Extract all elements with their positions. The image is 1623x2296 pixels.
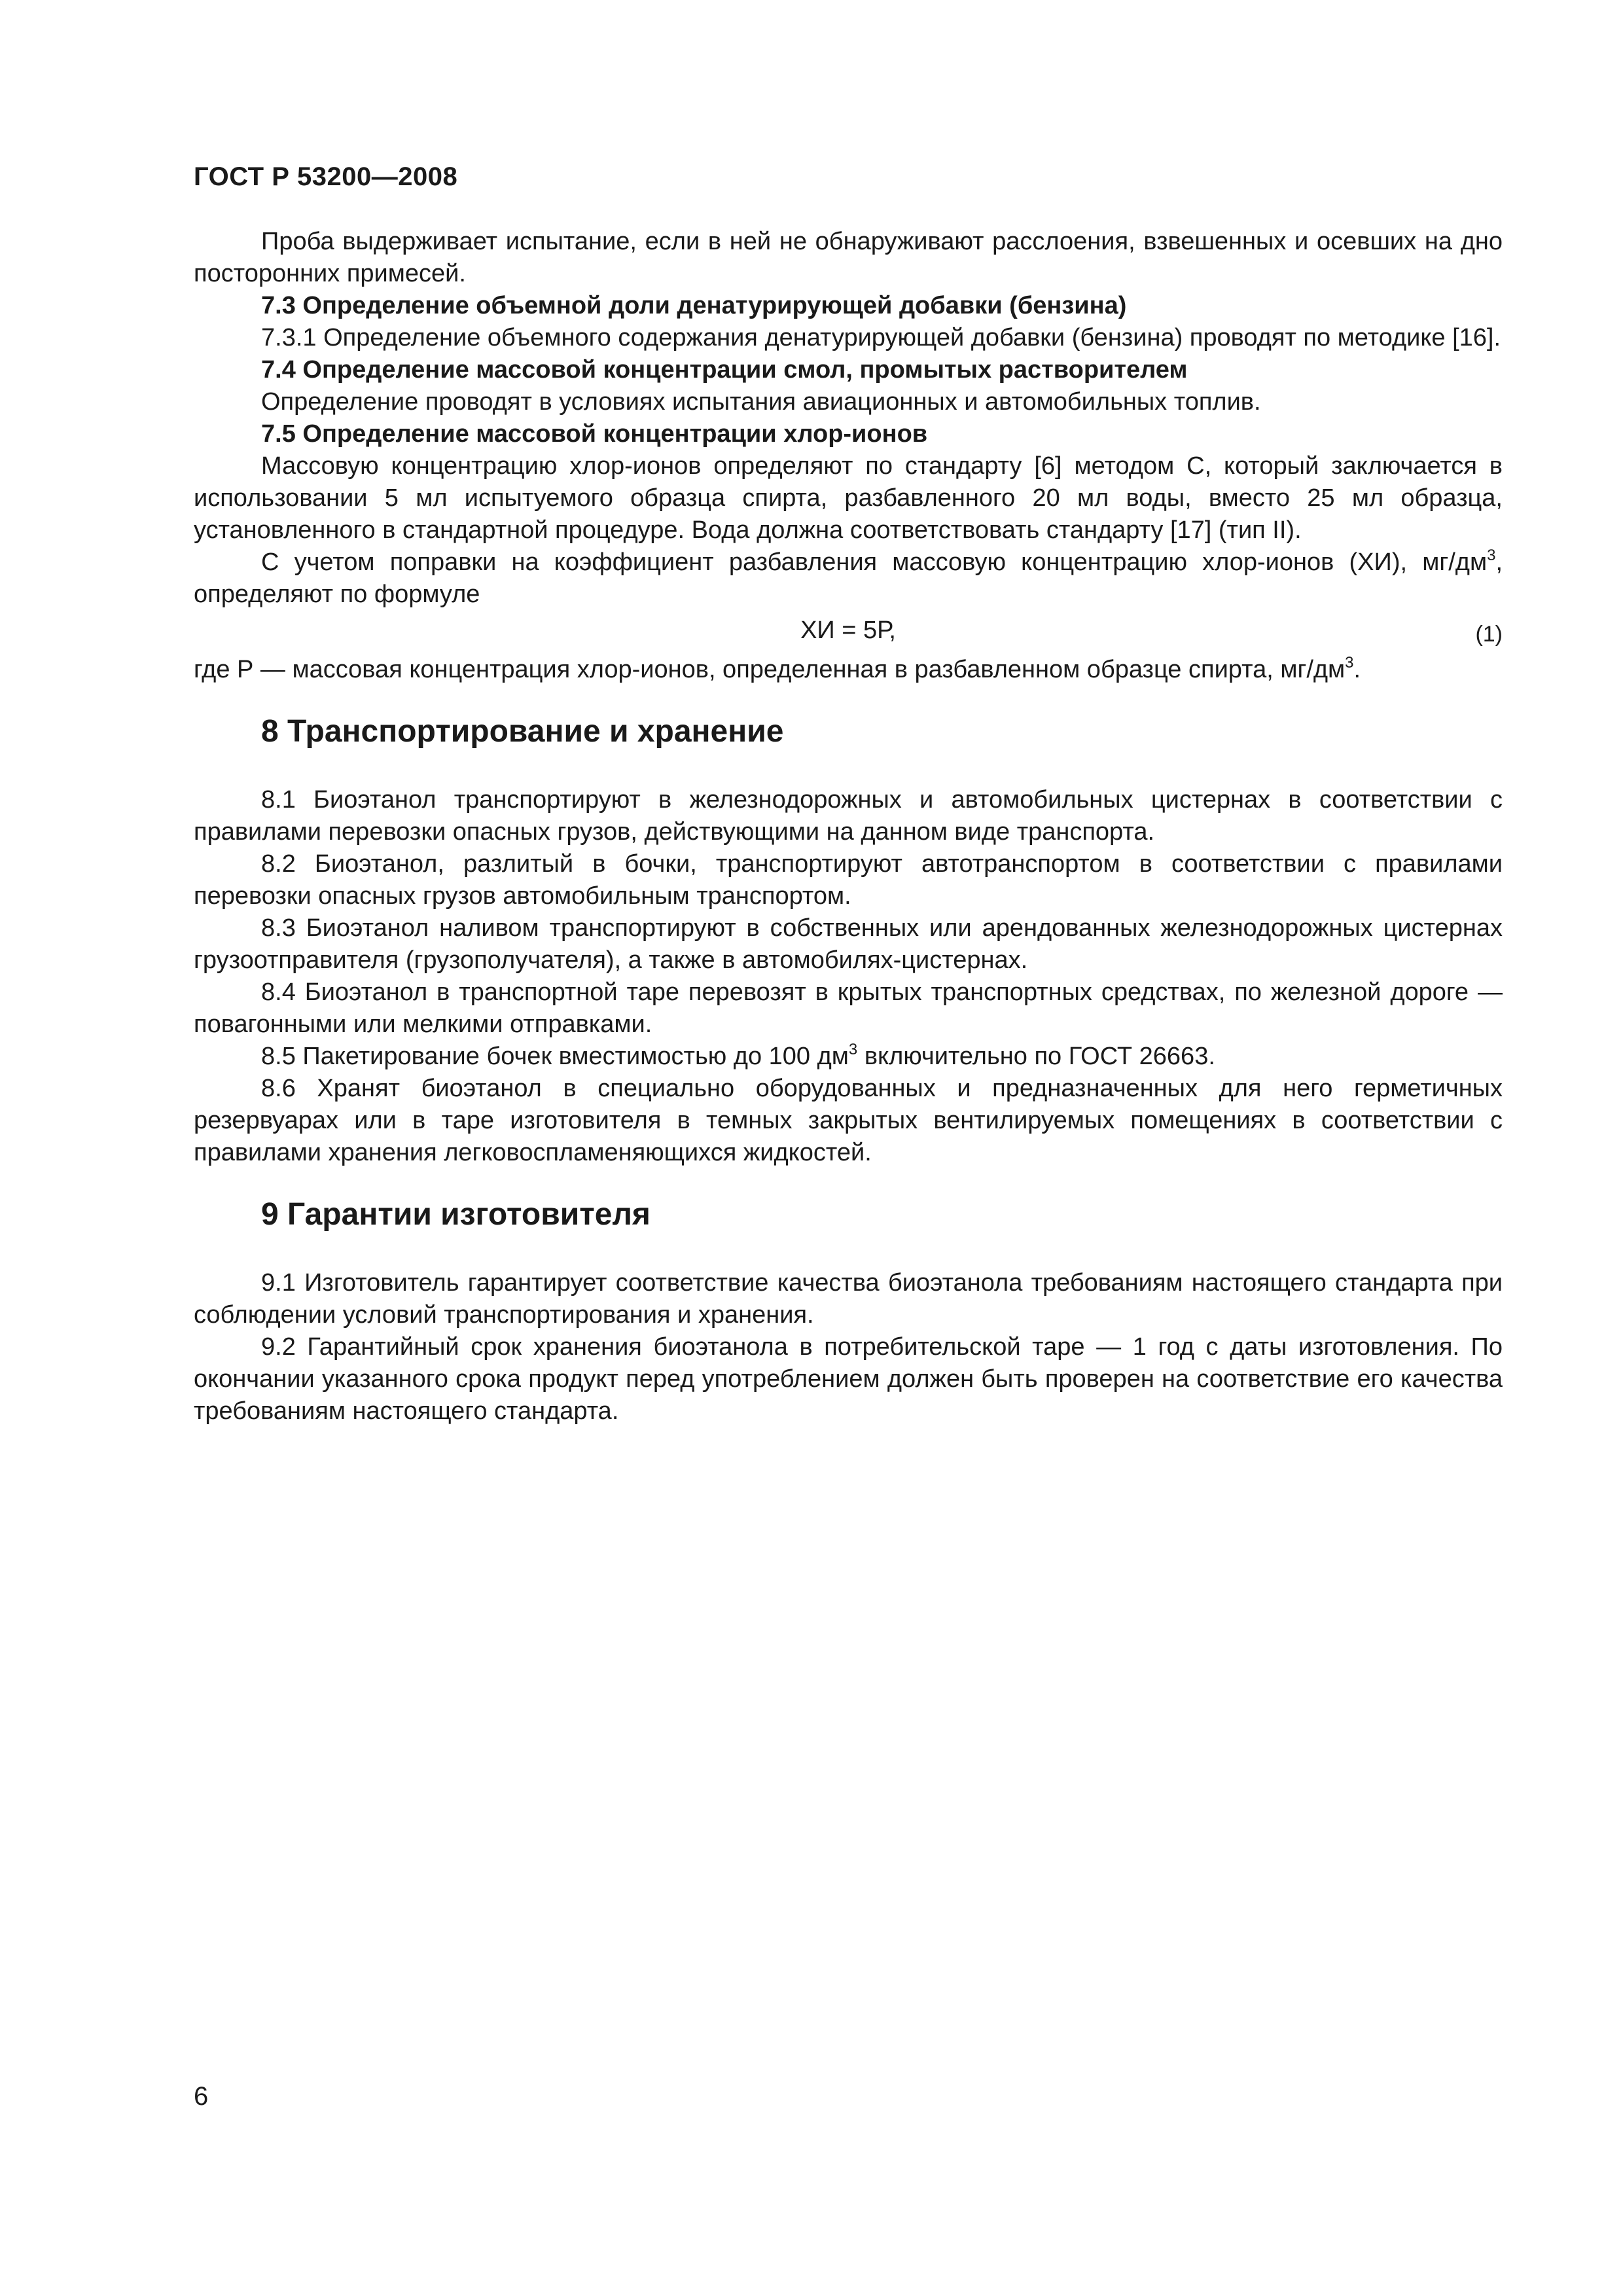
document-body <box>194 226 1503 1427</box>
paragraph-8-4: 8.4 Биоэтанол в транспортной таре перевозят в крытых транспортных средствах, по железной дороге — повагонными или мелкими отправками. <box>194 978 1503 1038</box>
paragraph-8-5 <box>194 1041 1503 1073</box>
paragraph-7-5-correction <box>194 547 1503 611</box>
superscript-3: 3 <box>1487 547 1496 564</box>
formula-number: (1) <box>1475 622 1503 647</box>
heading-7-4: 7.4 Определение массовой концентрации смол, промытых растворителем <box>261 356 1188 384</box>
document-header: ГОСТ Р 53200—2008 <box>194 162 458 191</box>
superscript-3: 3 <box>1345 654 1354 672</box>
correction-tail: , определяют по формуле <box>194 548 1503 608</box>
superscript-3: 3 <box>848 1041 858 1058</box>
formula-expression: ХИ = 5Р, <box>800 617 896 644</box>
paragraph-test-result: Проба выдерживает испытание, если в ней не обнаруживают расслоения, взвешенных и осевших на дно посторонних примесей. <box>194 228 1503 287</box>
paragraph-8-1: 8.1 Биоэтанол транспортируют в железнодорожных и автомобильных цистернах в соответствии с правилами перевозки опасных грузов, действующими на данном виде транспорта. <box>194 786 1503 846</box>
paragraph-9-2: 9.2 Гарантийный срок хранения биоэтанола в потребительской таре — 1 год с даты изготовления. По окончании указанного срока продукт перед употреблением должен быть проверен на соответствие его качества требованиям настоящего стандарта. <box>194 1333 1503 1425</box>
paragraph-7-3-1: 7.3.1 Определение объемного содержания денатурирующей добавки (бензина) проводят по методике [16]. <box>261 324 1501 351</box>
section-title-9: 9 Гарантии изготовителя <box>261 1197 651 1232</box>
paragraph-8-6: 8.6 Хранят биоэтанол в специально оборудованных и предназначенных для него герметичных резервуарах или в таре изготовителя в темных закрытых вентилируемых помещениях в соответствии с правилами хранения легковоспламеняющихся жидкостей. <box>194 1075 1503 1166</box>
paragraph-8-2: 8.2 Биоэтанол, разлитый в бочки, транспортируют автотранспортом в соответствии с правилами перевозки опасных грузов автомобильным транспортом. <box>194 850 1503 910</box>
paragraph-8-5-tail: включительно по ГОСТ 26663. <box>857 1043 1215 1070</box>
paragraph-9-1: 9.1 Изготовитель гарантирует соответствие качества биоэтанола требованиям настоящего стандарта при соблюдении условий транспортирования и хранения. <box>194 1269 1503 1329</box>
paragraph-7-5-method: Массовую концентрацию хлор-ионов определяют по стандарту [6] методом С, который заключается в использовании 5 мл испытуемого образца спирта, разбавленного 20 мл воды, вместо 25 мл образца, установленного в стандартной процедуре. Вода должна соответствовать стандарту [17] (тип II). <box>194 452 1503 544</box>
paragraph-8-5-text: 8.5 Пакетирование бочек вместимостью до 100 дм <box>261 1043 849 1070</box>
paragraph-7-4: Определение проводят в условиях испытания авиационных и автомобильных топлив. <box>261 388 1261 416</box>
correction-text: С учетом поправки на коэффициент разбавления массовую концентрацию хлор-ионов (ХИ), мг/дм <box>261 548 1488 576</box>
paragraph-8-3: 8.3 Биоэтанол наливом транспортируют в собственных или арендованных железнодорожных цистернах грузоотправителя (грузополучателя), а также в автомобилях-цистернах. <box>194 914 1503 974</box>
formula-block <box>194 611 1503 654</box>
section-title-8: 8 Транспортирование и хранение <box>261 714 784 749</box>
formula-explanation <box>194 654 1503 686</box>
explanation-tail: . <box>1353 656 1361 683</box>
explanation-text: где Р — массовая концентрация хлор-ионов, определенная в разбавленном образце спирта, мг/дм <box>194 656 1346 683</box>
page-number: 6 <box>194 2082 209 2111</box>
heading-7-5: 7.5 Определение массовой концентрации хлор-ионов <box>261 420 928 448</box>
heading-7-3: 7.3 Определение объемной доли денатурирующей добавки (бензина) <box>261 292 1127 319</box>
